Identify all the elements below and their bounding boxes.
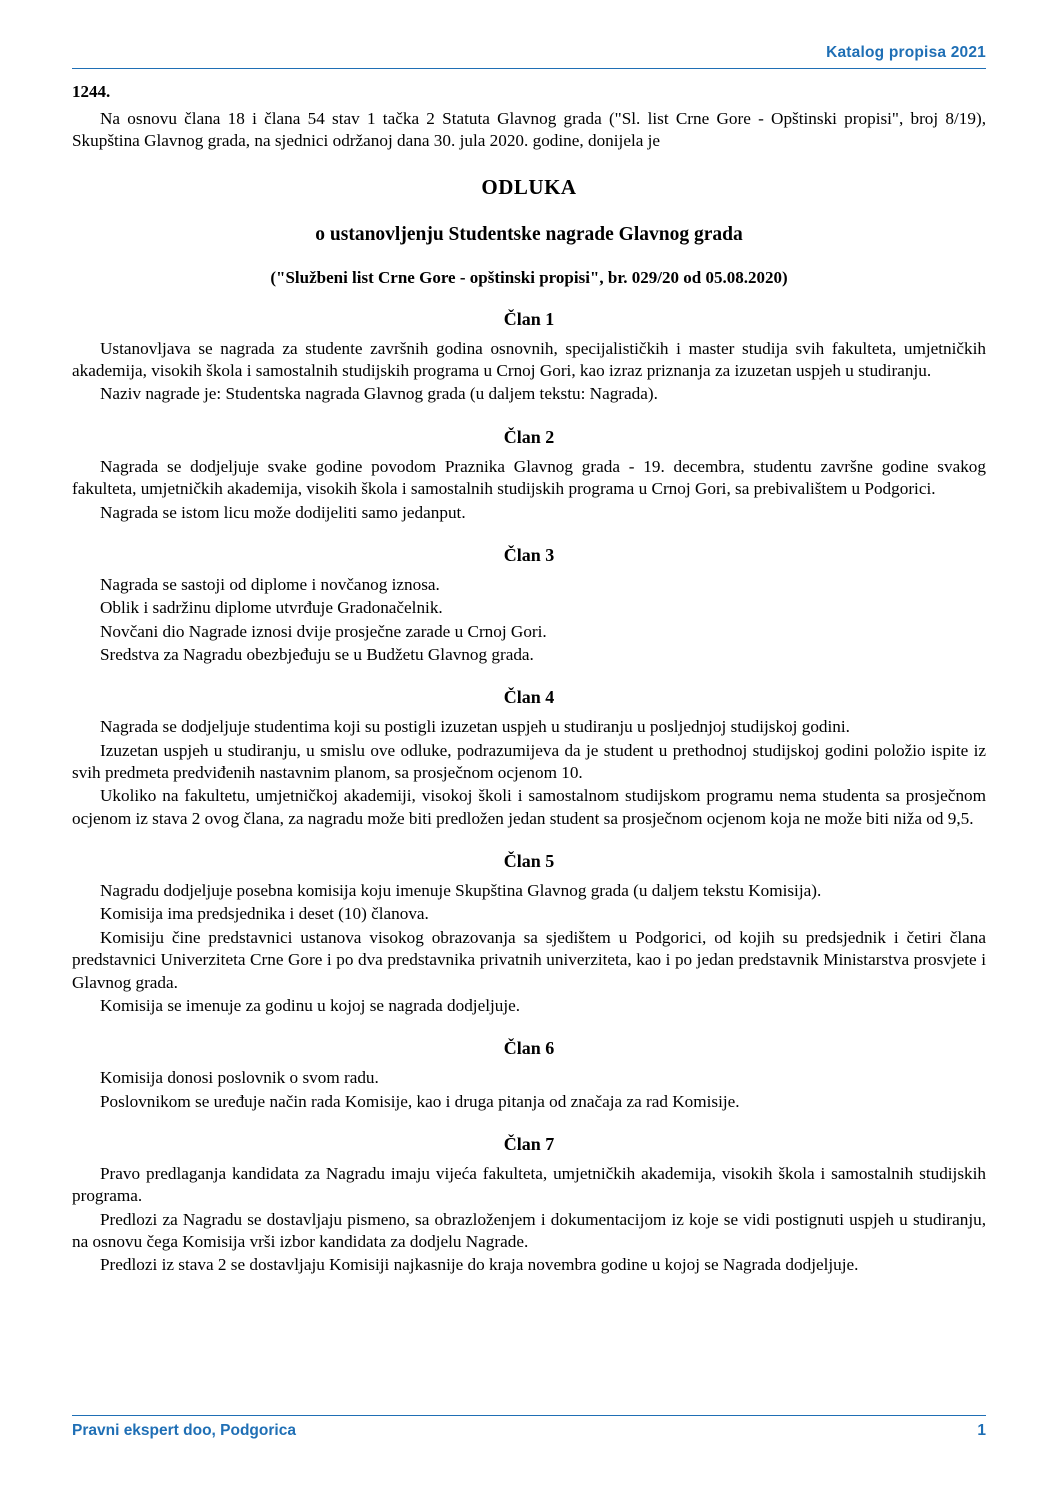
article-3-paragraph-2: Oblik i sadržinu diplome utvrđuje Gradonačelnik. <box>100 598 443 618</box>
article-4-paragraph-2: Izuzetan uspjeh u studiranju, u smislu ove odluke, podrazumijeva da je student u prethodnoj studijskoj godini položio ispite iz svih predmeta predviđenih nastavnim planom, sa prosječnom ocjenom 10. <box>72 740 986 783</box>
article-heading-7: Član 7 <box>503 1133 555 1154</box>
article-6-paragraph-1: Komisija donosi poslovnik o svom radu. <box>100 1068 379 1088</box>
article-6-paragraph-2: Poslovnikom se uređuje način rada Komisije, kao i druga pitanja od značaja za rad Komisije. <box>100 1091 740 1111</box>
article-heading-3: Član 3 <box>503 544 555 565</box>
article-4-paragraph-3: Ukoliko na fakultetu, umjetničkoj akademiji, visokoj školi i samostalnom studijskom programu nema studenta sa prosječnom ocjenom iz stava 2 ovog člana, za nagradu može biti predložen jedan student sa prosječnom ocjenom koja ne može biti niža od 9,5. <box>72 786 986 828</box>
footer-divider <box>72 1415 986 1416</box>
article-2-paragraph-1: Nagrada se dodjeljuje svake godine povodom Praznika Glavnog grada - 19. decembra, studentu završne godine svakog fakulteta, umjetničkih akademija, visokih škola i samostalnih studijskih programa u Crnoj Gori, sa prebivalištem u Podgorici. <box>72 456 986 499</box>
document-subtitle: o ustanovljenju Studentske nagrade Glavnog grada <box>315 223 743 245</box>
article-5-paragraph-1: Nagradu dodjeljuje posebna komisija koju imenuje Skupština Glavnog grada (u daljem tekstu Komisija). <box>100 881 822 901</box>
article-1-paragraph-1: Ustanovljava se nagrada za studente završnih godina osnovnih, specijalističkih i master studija svih fakulteta, umjetničkih akademija, visokih škola i samostalnih studijskih programa u Crnoj Gori, kao izraz priznanja za izuzetan uspjeh u studiranju. <box>72 338 986 381</box>
intro-paragraph: Na osnovu člana 18 i člana 54 stav 1 tačka 2 Statuta Glavnog grada ("Sl. list Crne Gore - Opštinski propisi", broj 8/19), Skupština Glavnog grada, na sjednici održanoj dana 30. jula 2020. godine, donijela je <box>72 109 986 151</box>
article-7-paragraph-3: Predlozi iz stava 2 se dostavljaju Komisiji najkasnije do kraja novembra godine u kojoj se Nagrada dodjeljuje. <box>100 1255 859 1275</box>
header-title: Katalog propisa 2021 <box>826 44 986 61</box>
article-heading-2: Član 2 <box>503 426 555 447</box>
document-body <box>72 82 986 1278</box>
document-source: ("Službeni list Crne Gore - opštinski propisi", br. 029/20 od 05.08.2020) <box>270 267 788 287</box>
article-3-paragraph-4: Sredstva za Nagradu obezbjeđuju se u Budžetu Glavnog grada. <box>100 644 534 664</box>
document-number: 1244. <box>72 82 111 101</box>
article-7-paragraph-1: Pravo predlaganja kandidata za Nagradu imaju vijeća fakulteta, umjetničkih akademija, visokih škola i samostalnih studijskih programa. <box>72 1163 986 1206</box>
article-2-paragraph-2: Nagrada se istom licu može dodijeliti samo jedanput. <box>100 502 466 522</box>
article-7-paragraph-2: Predlozi za Nagradu se dostavljaju pismeno, sa obrazloženjem i dokumentacijom iz koje se vidi postignuti uspjeh u studiranju, na osnovu čega Komisija vrši izbor kandidata za dodjelu Nagrade. <box>72 1209 986 1252</box>
article-heading-5: Član 5 <box>503 851 555 872</box>
article-5-paragraph-3: Komisiju čine predstavnici ustanova visokog obrazovanja sa sjedištem u Podgorici, od kojih su predsjednik i četiri člana predstavnici Univerziteta Crne Gore i po dva predstavnika privatnih univerziteta, kao i po jedan predstavnik Ministarstva prosvjete i Glavnog grada. <box>72 927 986 992</box>
article-heading-1: Član 1 <box>503 308 555 329</box>
document-title: ODLUKA <box>481 174 577 199</box>
article-5-paragraph-2: Komisija ima predsjednika i deset (10) članova. <box>100 904 429 924</box>
article-heading-4: Član 4 <box>503 687 555 708</box>
page-footer <box>72 1415 986 1445</box>
article-1-paragraph-2: Naziv nagrade je: Studentska nagrada Glavnog grada (u daljem tekstu: Nagrada). <box>100 384 658 404</box>
article-heading-6: Član 6 <box>503 1038 555 1059</box>
header-divider <box>72 68 986 69</box>
page-header <box>72 44 986 72</box>
article-5-paragraph-4: Komisija se imenuje za godinu u kojoj se nagrada dodjeljuje. <box>100 995 521 1015</box>
article-3-paragraph-1: Nagrada se sastoji od diplome i novčanog iznosa. <box>100 574 440 594</box>
article-3-paragraph-3: Novčani dio Nagrade iznosi dvije prosječne zarade u Crnoj Gori. <box>100 621 547 641</box>
footer-publisher: Pravni ekspert doo, Podgorica <box>72 1422 296 1439</box>
footer-page-number: 1 <box>977 1422 986 1439</box>
article-4-paragraph-1: Nagrada se dodjeljuje studentima koji su postigli izuzetan uspjeh u studiranju u posljednjoj studijskoj godini. <box>100 717 850 737</box>
